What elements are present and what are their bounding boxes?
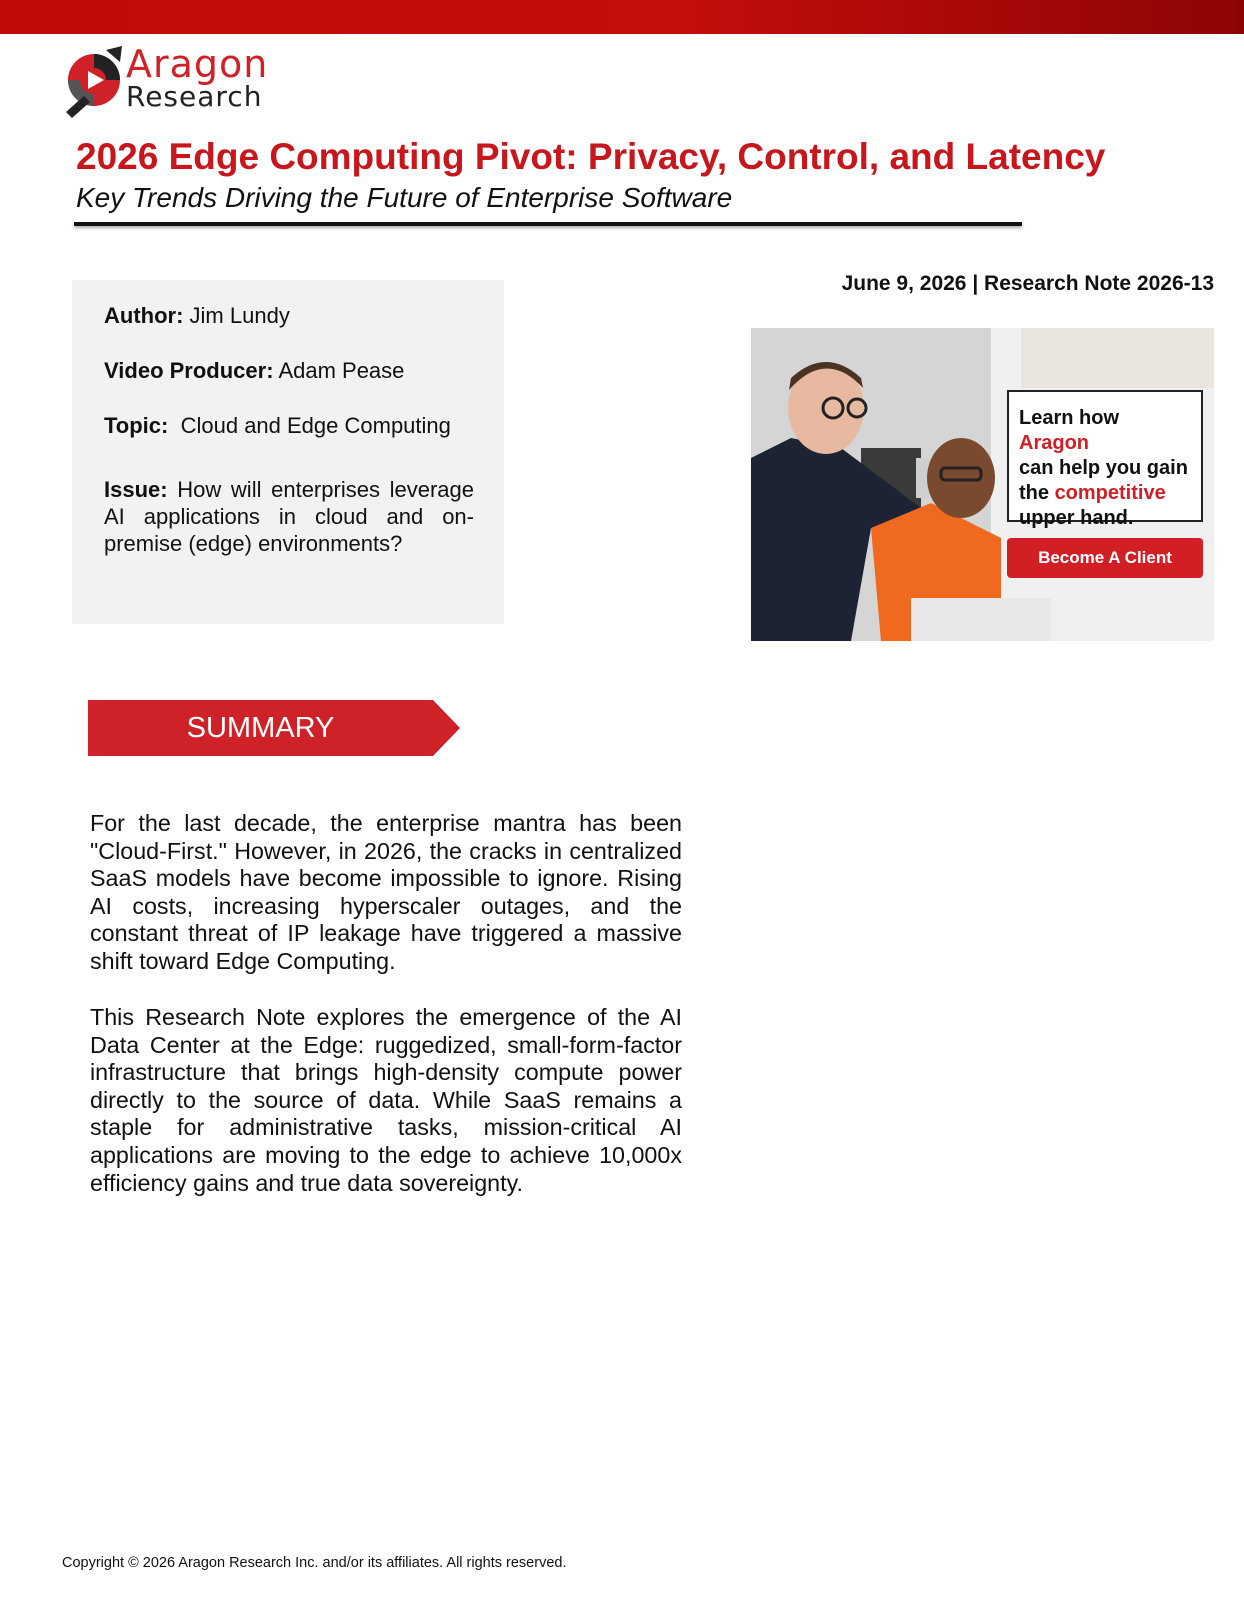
ad-line-3-text: the	[1019, 482, 1055, 504]
logo-wordmark-research: Research	[126, 80, 263, 113]
topic-label: Topic:	[104, 413, 169, 438]
summary-paragraph-1: For the last decade, the enterprise mantra has been "Cloud-First." However, in 2026, the cracks in centralized SaaS models have become impossible to ignore. Rising AI costs, increasing hyperscaler outages, and the constant threat of IP leakage have triggered a massive shift toward Edge Computing.	[90, 810, 682, 974]
issue-row	[104, 476, 474, 557]
summary-paragraph-2: This Research Note explores the emergence of the AI Data Center at the Edge: ruggedized, small-form-factor infrastructure that brings high-density compute power directly to the source of data. While SaaS remains a staple for administrative tasks, mission-critical AI applications are moving to the edge to achieve 10,000x efficiency gains and true data sovereignty.	[90, 1004, 682, 1196]
issue-value: How will enterprises leverage AI applications in cloud and on-premise (edge) environments?	[104, 477, 474, 556]
page-subtitle: Key Trends Driving the Future of Enterprise Software	[76, 182, 733, 213]
logo-wordmark-aragon: Aragon	[126, 42, 269, 86]
copyright-footer: Copyright © 2026 Aragon Research Inc. and/or its affiliates. All rights reserved.	[62, 1555, 567, 1571]
topic-value: Cloud and Edge Computing	[180, 413, 451, 438]
ad-line-2: can help you gain	[1019, 457, 1188, 479]
aragon-logo[interactable]	[62, 44, 302, 118]
ad-line-4: upper hand.	[1019, 507, 1134, 529]
page-title: 2026 Edge Computing Pivot: Privacy, Control, and Latency	[76, 136, 1106, 177]
producer-row	[104, 357, 404, 384]
issue-label: Issue:	[104, 477, 168, 502]
top-bar	[0, 0, 1244, 34]
author-row	[104, 302, 290, 329]
logo-mark-icon	[62, 44, 126, 118]
author-value: Jim Lundy	[189, 303, 290, 328]
become-client-ad[interactable]	[751, 328, 1214, 641]
author-label: Author:	[104, 303, 184, 328]
ad-line-1	[1019, 406, 1191, 456]
topic-row	[104, 412, 451, 439]
ad-callout-box	[1007, 390, 1203, 529]
ad-line-1-text: Learn how	[1019, 407, 1120, 429]
become-client-button[interactable]: Become A Client	[1007, 538, 1203, 578]
meta-panel	[72, 280, 504, 624]
dateline: June 9, 2026 | Research Note 2026-13	[841, 272, 1214, 295]
summary-heading: SUMMARY	[186, 712, 335, 744]
producer-label: Video Producer:	[104, 358, 274, 383]
summary-heading-tab	[88, 700, 460, 756]
title-divider	[74, 222, 1022, 226]
ad-line-3-highlight: competitive	[1054, 482, 1166, 504]
ad-line-1-highlight: Aragon	[1019, 432, 1089, 454]
producer-value: Adam Pease	[278, 358, 405, 383]
ad-line-3	[1019, 481, 1191, 506]
